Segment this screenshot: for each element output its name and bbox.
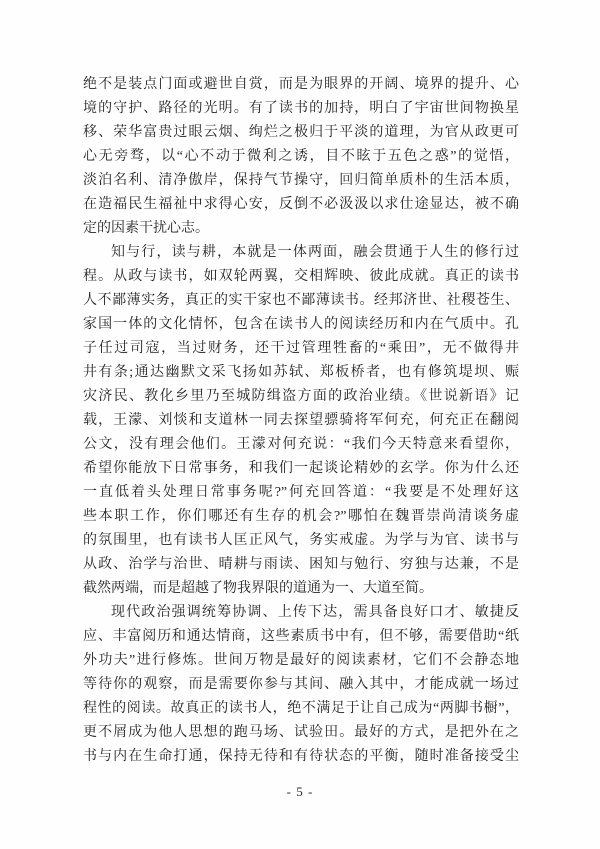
text-line: 程性的阅读。故真正的读书人，绝不满足于让自己成为“两脚书橱”， bbox=[83, 701, 519, 716]
text-line: 在造福民生福祉中求得心安，反倒不必汲汲以求仕途显达，被不确 bbox=[83, 197, 519, 212]
text-line: 淡泊名利、清净傲岸，保持气节操守，回归简单质朴的生活本质， bbox=[83, 173, 519, 188]
text-line: 境的守护、路径的光明。有了读书的加持，明白了宇宙世间物换星 bbox=[83, 101, 519, 116]
text-line: 家国一体的文化情怀，包含在读书人的阅读经历和内在气质中。孔 bbox=[83, 317, 519, 332]
text-line: 等待你的观察，而是需要你参与其间、融入其中，才能成就一场过 bbox=[83, 677, 519, 692]
text-line: 现代政治强调统筹协调、上传下达，需具备良好口才、敏捷反 bbox=[111, 605, 519, 620]
text-line: 希望你能放下日常事务，和我们一起谈论精妙的玄学。你为什么还 bbox=[83, 461, 519, 476]
document-body bbox=[83, 73, 519, 769]
text-line: 一直低着头处理日常事务呢?”何充回答道：“我要是不处理好这 bbox=[83, 485, 519, 500]
page-number: - 5 - bbox=[286, 784, 314, 799]
text-line: 载，王濛、刘惔和支道林一同去探望骠骑将军何充，何充正在翻阅 bbox=[83, 413, 519, 428]
text-line: 应、丰富阅历和通达情商，这些素质书中有，但不够，需要借助“纸 bbox=[83, 629, 519, 644]
text-line: 外功夫”进行修炼。世间万物是最好的阅读素材，它们不会静态地 bbox=[83, 653, 519, 668]
text-line: 人不鄙薄实务，真正的实干家也不鄙薄读书。经邦济世、社稷苍生、 bbox=[83, 293, 519, 308]
text-line: 知与行，读与耕，本就是一体两面，融会贯通于人生的修行过 bbox=[111, 245, 519, 260]
text-line: 子任过司寇，当过财务，还干过管理牲畜的“乘田”，无不做得井 bbox=[83, 341, 519, 356]
paragraph bbox=[83, 73, 519, 241]
paragraph bbox=[83, 601, 519, 769]
text-line: 公文，没有理会他们。王濛对何充说：“我们今天特意来看望你， bbox=[83, 437, 519, 452]
text-line: 些本职工作，你们哪还有生存的机会?”哪怕在魏晋崇尚清谈务虚 bbox=[83, 509, 519, 524]
text-line: 移、荣华富贵过眼云烟、绚烂之极归于平淡的道理，为官从政更可 bbox=[83, 125, 519, 140]
text-line: 程。从政与读书，如双轮两翼，交相辉映、彼此成就。真正的读书 bbox=[83, 269, 519, 284]
text-line: 绝不是装点门面或避世自赏，而是为眼界的开阔、境界的提升、心 bbox=[83, 77, 519, 92]
text-line: 灾济民、教化乡里乃至城防缉盗方面的政治业绩。《世说新语》记 bbox=[83, 389, 519, 404]
text-line: 定的因素干扰心志。 bbox=[83, 221, 209, 236]
text-line: 书与内在生命打通，保持无待和有待状态的平衡，随时准备接受尘 bbox=[83, 749, 519, 764]
text-line: 井有条;通达幽默文采飞扬如苏轼、郑板桥者，也有修筑堤坝、赈 bbox=[83, 365, 519, 380]
text-line: 从政、治学与治世、晴耕与雨读、困知与勉行、穷独与达兼，不是 bbox=[83, 557, 519, 572]
text-line: 心无旁骛，以“心不动于微利之诱，目不眩于五色之惑”的觉悟， bbox=[83, 149, 519, 164]
paragraph bbox=[83, 241, 519, 601]
text-line: 截然两端，而是超越了物我界限的道通为一、大道至简。 bbox=[83, 581, 433, 596]
text-line: 的氛围里，也有读书人匡正风气，务实戒虚。为学与为官、读书与 bbox=[83, 533, 519, 548]
text-line: 更不屑成为他人思想的跑马场、试验田。最好的方式，是把外在之 bbox=[83, 725, 519, 740]
